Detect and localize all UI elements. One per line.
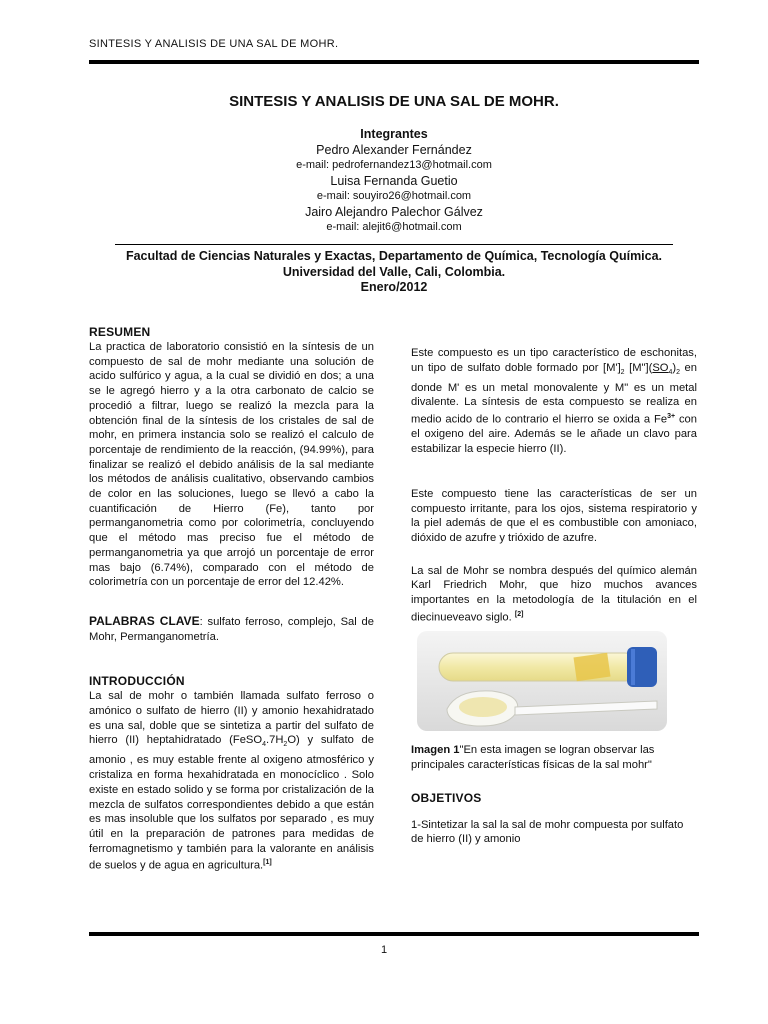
affiliation-rule — [115, 244, 673, 245]
footer-rule — [89, 932, 699, 936]
affiliation-line: Universidad del Valle, Cali, Colombia. — [282, 264, 506, 279]
keywords-text: : sulfato ferroso, complejo, Sal de Mohr, Permanganometría. — [89, 615, 374, 643]
introduccion-heading: INTRODUCCIÓN — [89, 674, 185, 689]
author-name: Jairo Alejandro Palechor Gálvez — [305, 205, 483, 219]
left-column — [89, 325, 374, 874]
authors-block — [89, 126, 699, 235]
caption-text: "En esta imagen se logran observar las principales características físicas de la sal mohr" — [411, 744, 655, 771]
keywords-label: PALABRAS CLAVE — [89, 613, 200, 628]
author-name: Pedro Alexander Fernández — [316, 143, 472, 157]
properties-paragraph: Este compuesto tiene las características de ser un compuesto irritante, para los ojos, sistema respiratorio y la piel además de que el es combustible con amoniaco, dióxido de azufre y trióxido de azufre. — [411, 487, 697, 544]
figure-caption — [411, 743, 697, 772]
objetivo-item: 1-Sintetizar la sal la sal de mohr compuesta por sulfato de hierro (II) y amonio — [411, 818, 684, 846]
caption-label: Imagen 1 — [411, 744, 460, 757]
author-email[interactable]: e-mail: alejit6@hotmail.com — [326, 221, 462, 233]
authors-heading: Integrantes — [360, 127, 428, 141]
resumen-text: La practica de laboratorio consistió en la síntesis de un compuesto de sal de mohr mediante una solución de acido sulfúrico y agua, a la cual se dividió en dos; a una se le agregó hierro y a la otra carbonato de calcio se procedió a filtrar, luego se realizó la mezcla para la obtención final de la síntesis de los cristales de sal de mohr, en primera instancia solo se realizó el calculo de porcentaje de rendimiento de la reacción, (94.99%), para finalizar se realizó el debido análisis de la sal mediante los métodos de análisis cualitativo, observando cambios de color en las soluciones, luego se llevó a cabo la cuantificación de Hierro (Fe), tanto por permanganometria como por colorimetría, concluyendo que el método mas preciso fue el método de permanganometria ya que arrojó un porcentaje de error mas bajo (6.74%), comparado con el método de colorimetría con un porcentaje de error del 12.42%. — [89, 341, 374, 589]
resumen-heading: RESUMEN — [89, 325, 151, 339]
eschonitas-paragraph: Este compuesto es un tipo característico de eschonitas, un tipo de sulfato doble formado por $[M']_2$ $[M"](SO_4)_2$ en donde M' es un metal monovalente y M" es un metal divalente. La síntesis de esta compuesto se realiza en medio acido de lo contrario el hierro se oxida a $Fe^{3+}$ con el oxigeno del aire. Además se le añade un clavo para estabilizar la especie hierro (II). — [411, 347, 698, 456]
mohr-salt-photo — [417, 631, 667, 731]
affiliation-block — [89, 249, 699, 296]
citation-ref[interactable]: [1] — [263, 859, 272, 867]
author-email[interactable]: e-mail: pedrofernandez13@hotmail.com — [296, 159, 492, 171]
author-email[interactable]: e-mail: souyiro26@hotmail.com — [316, 190, 472, 202]
page-number: 1 — [380, 944, 388, 956]
affiliation-line: Facultad de Ciencias Naturales y Exactas, Departamento de Química, Tecnología Química. — [125, 249, 663, 263]
paper-title: SINTESIS Y ANALISIS DE UNA SAL DE MOHR. — [229, 93, 559, 110]
introduccion-text: La sal de mohr o también llamada sulfato ferroso o amónico o sulfato de hierro (II) y amonio hexahidratado es una sal, doble que se sintetiza a partir del sulfato de hierro (II) heptahidratado $(FeSO_4.7H_2O)$ y sulfato de amonio , es muy estable frente al oxigeno atmosférico y cristaliza en forma hexahidratada en monocíclico . Solo existe en estado solido y se forma por cristalización de la mezcla de sulfatos correspondientes debido a que están es mas insoluble que los sulfatos por separado , es muy útil en la preparación de patrones para medidas de ferromagnetismo y también para la valorante en análisis de suelos y de agua en agricultura.[1] — [89, 690, 374, 873]
right-column — [411, 346, 697, 847]
header-rule — [89, 60, 699, 64]
author-name: Luisa Fernanda Guetio — [330, 174, 458, 188]
running-head: SINTESIS Y ANALISIS DE UNA SAL DE MOHR. — [89, 38, 339, 50]
affiliation-date: Enero/2012 — [360, 280, 428, 294]
citation-ref[interactable]: [2] — [514, 610, 524, 618]
keywords — [89, 614, 374, 644]
objetivos-heading: OBJETIVOS — [411, 790, 482, 805]
history-paragraph: La sal de Mohr se nombra después del químico alemán Karl Friedrich Mohr, que hizo muchos avances importantes en la metodología de la titulación en el diecinueveavo siglo. [2] — [411, 564, 697, 624]
